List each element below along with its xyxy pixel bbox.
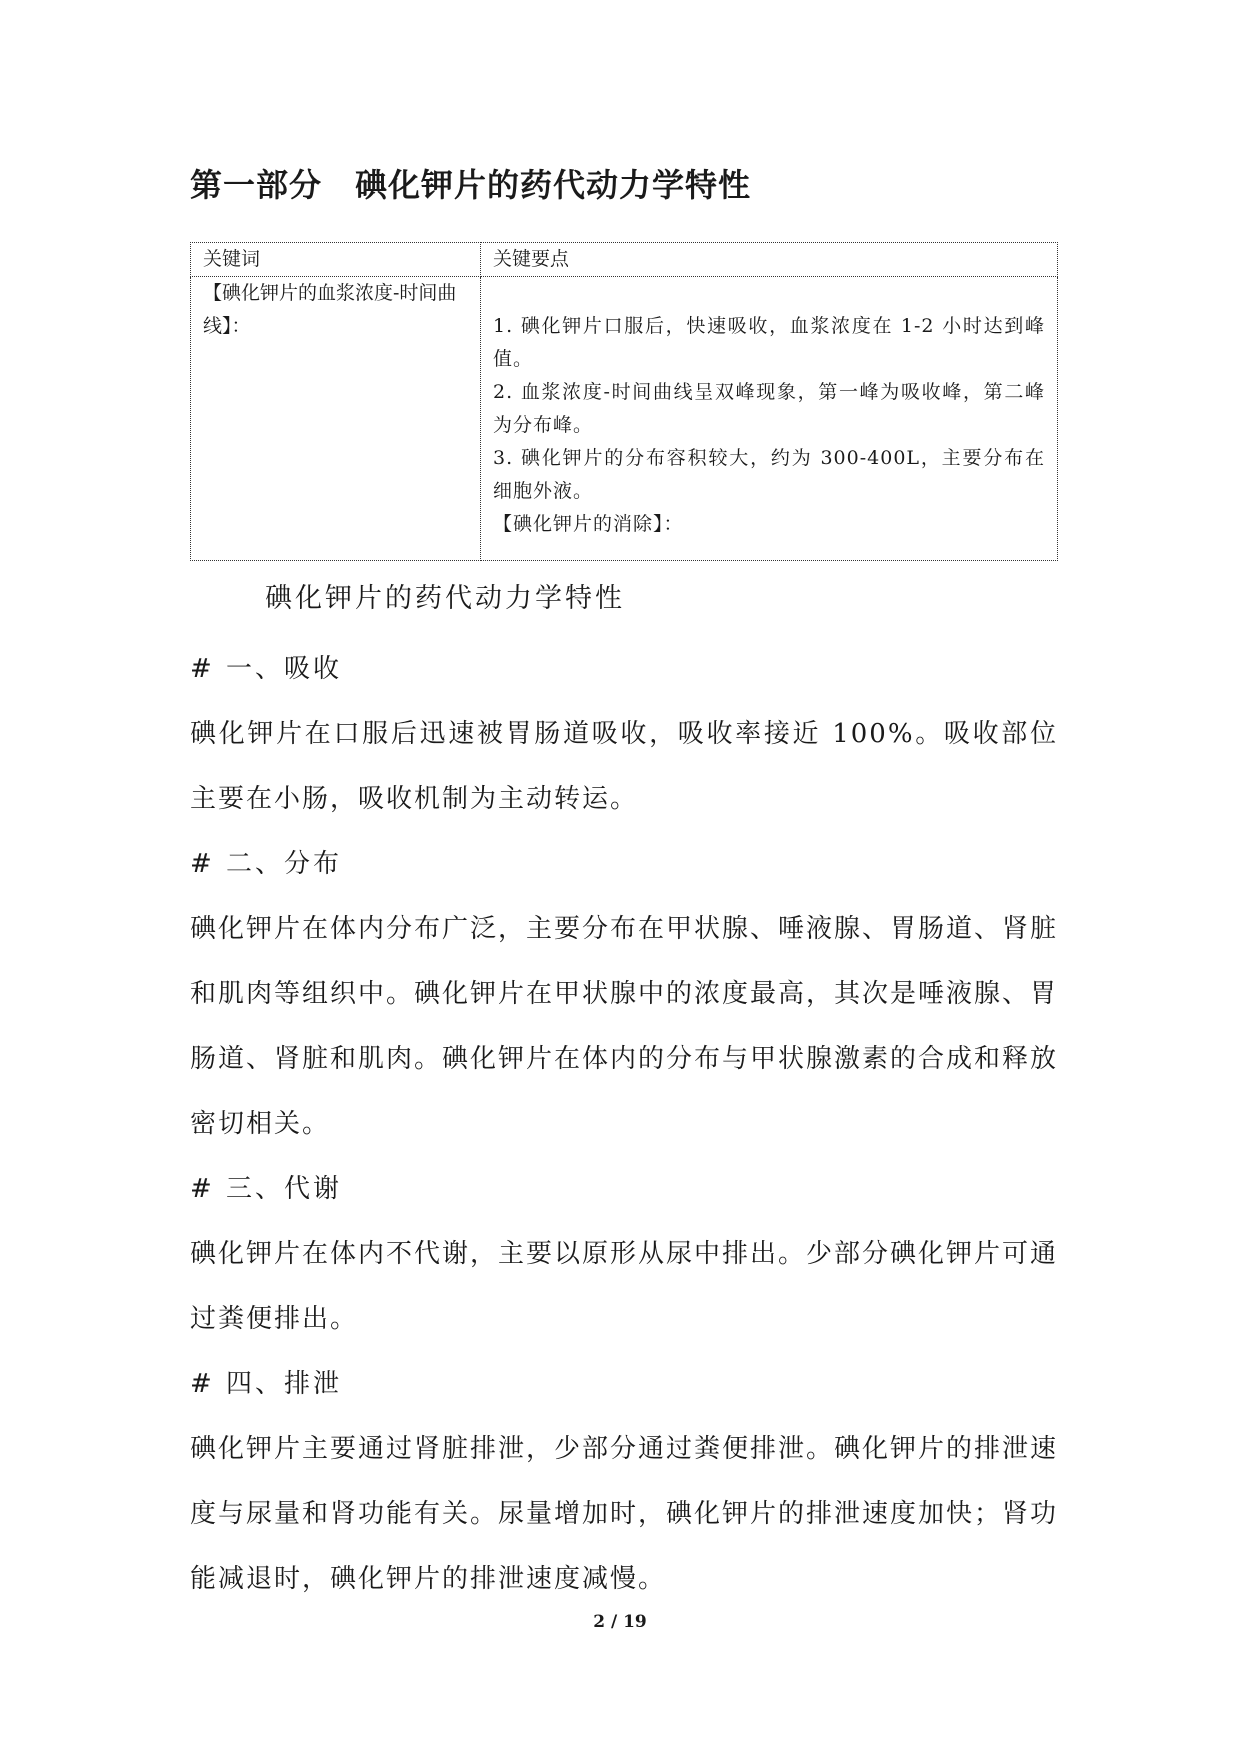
key-points-list	[493, 310, 1045, 541]
table-header-keyword: 关键词	[191, 243, 481, 277]
table-cell-points	[481, 277, 1058, 561]
page-number: 2 / 19	[593, 1612, 647, 1632]
section-paragraph: 碘化钾片在口服后迅速被胃肠道吸收，吸收率接近 100%。吸收部位主要在小肠，吸收机制为主动转运。	[190, 719, 1058, 814]
key-point: 3. 碘化钾片的分布容积较大，约为 300-400L，主要分布在细胞外液。	[493, 447, 1045, 502]
section-heading: # 一、吸收	[190, 654, 343, 684]
document-subtitle: 碘化钾片的药代动力学特性	[265, 583, 625, 614]
key-point: 【碘化钾片的消除】：	[493, 513, 684, 535]
table-row	[191, 277, 1058, 561]
table-header-row	[191, 243, 1058, 277]
document-body	[190, 637, 1058, 1612]
key-point: 2. 血浆浓度-时间曲线呈双峰现象，第一峰为吸收峰，第二峰为分布峰。	[493, 381, 1045, 436]
section-heading: # 二、分布	[190, 849, 343, 879]
section-paragraph: 碘化钾片在体内不代谢，主要以原形从尿中排出。少部分碘化钾片可通过粪便排出。	[190, 1239, 1059, 1334]
key-point: 1. 碘化钾片口服后，快速吸收，血浆浓度在 1-2 小时达到峰值。	[493, 315, 1045, 370]
table-header-points: 关键要点	[481, 243, 1058, 277]
page-title: 第一部分 碘化钾片的药代动力学特性	[190, 166, 752, 204]
section-heading: # 四、排泄	[190, 1369, 343, 1399]
keyword-table	[190, 242, 1058, 561]
table-cell-keyword	[191, 277, 481, 561]
keyword-text: 【碘化钾片的血浆浓度-时间曲线】：	[203, 282, 457, 337]
section-paragraph: 碘化钾片主要通过肾脏排泄，少部分通过粪便排泄。碘化钾片的排泄速度与尿量和肾功能有关。尿量增加时，碘化钾片的排泄速度加快；肾功能减退时，碘化钾片的排泄速度减慢。	[190, 1434, 1059, 1594]
section-heading: # 三、代谢	[190, 1174, 343, 1204]
section-paragraph: 碘化钾片在体内分布广泛，主要分布在甲状腺、唾液腺、胃肠道、肾脏和肌肉等组织中。碘化钾片在甲状腺中的浓度最高，其次是唾液腺、胃肠道、肾脏和肌肉。碘化钾片在体内的分布与甲状腺激素的合成和释放密切相关。	[190, 914, 1059, 1139]
